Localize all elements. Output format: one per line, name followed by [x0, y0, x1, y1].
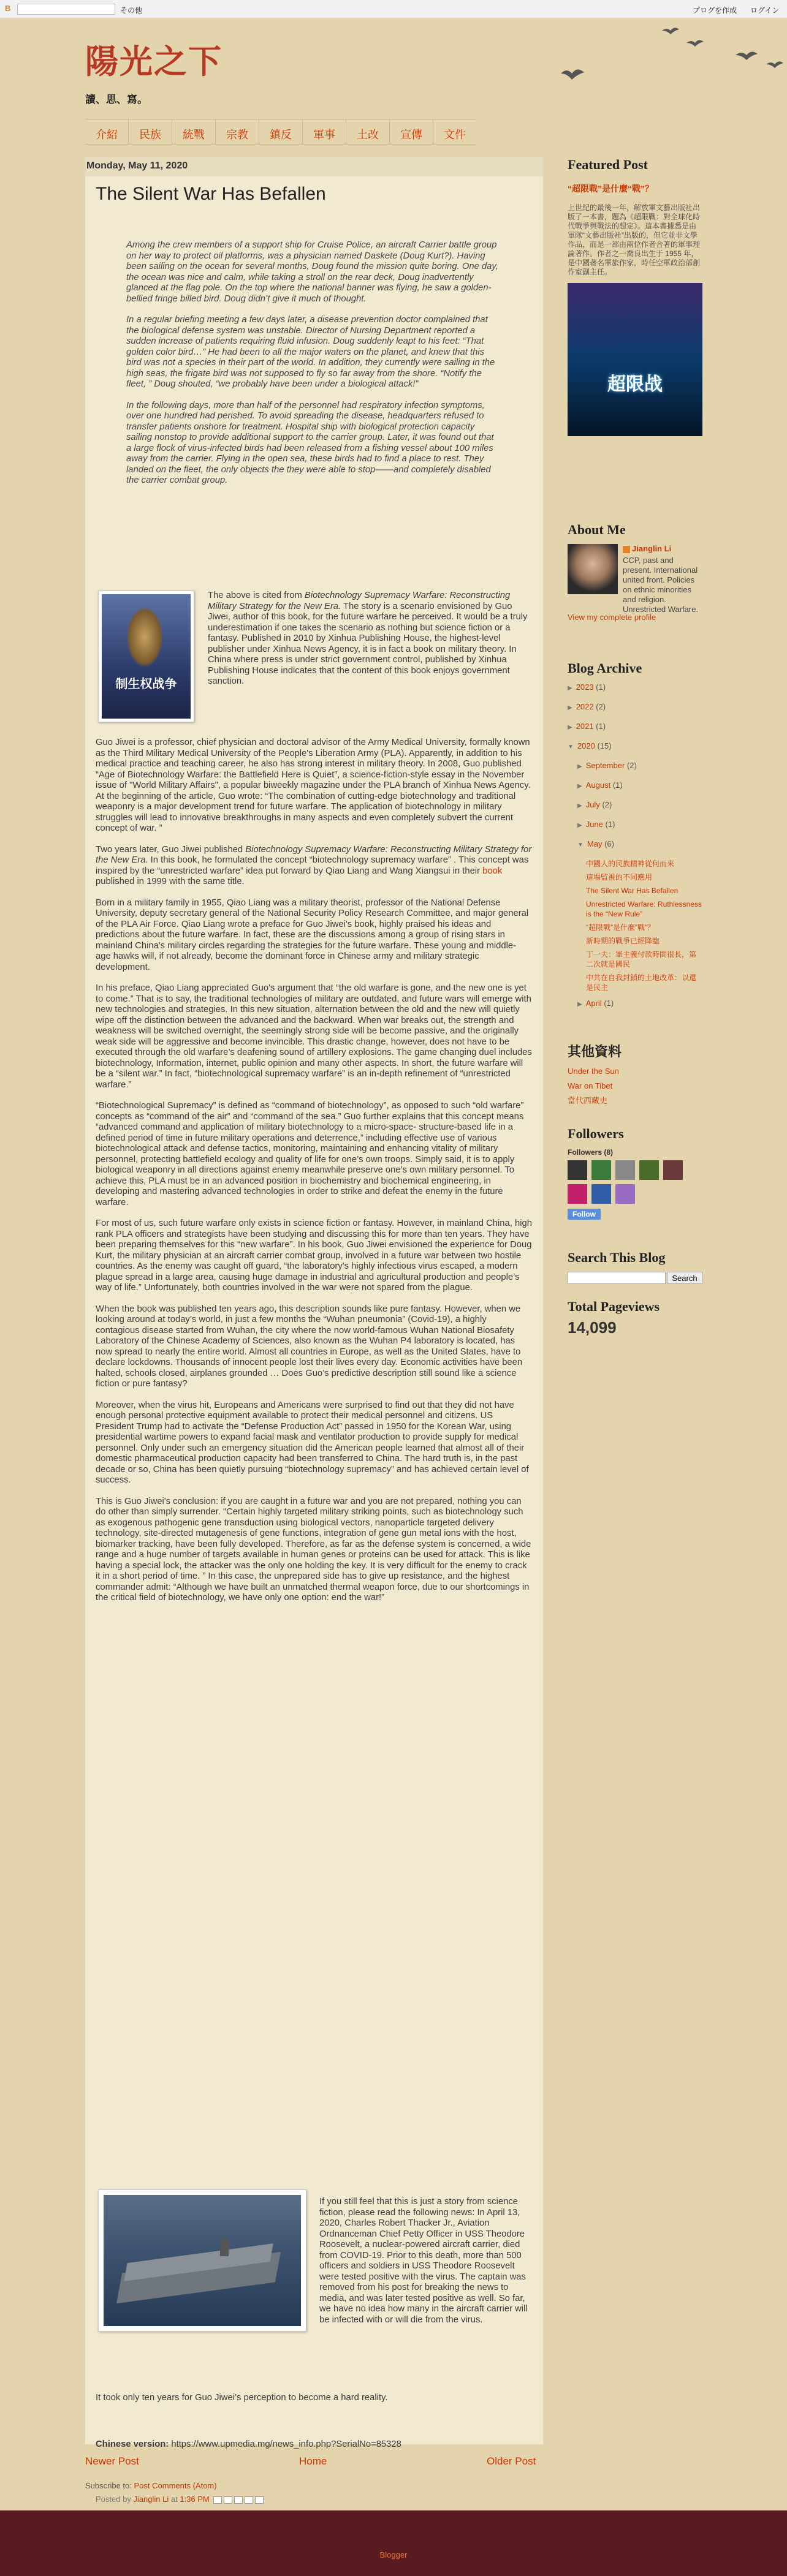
- follower-avatar[interactable]: [615, 1160, 635, 1180]
- page-footer: [0, 2510, 787, 2576]
- archive-post-link[interactable]: 新時期的戰爭已經降臨: [586, 937, 660, 945]
- blog-search-input[interactable]: [568, 1272, 666, 1284]
- quote-paragraph: In a regular briefing meeting a few days later, a disease prevention doctor complained that the biological defense system was unstable. Director of Nursing Department reported a sudden increase of patients requiring fluid infusion. Doug suddenly leapt to his feet: “That golden color bird…” He had been to all the major waters on the planet, and knew that this bird was not a species in their part of the world. In addition, they currently were sailing in the high seas, the frigate bird was not supposed to fly so far away from the shore. “Notify the fleet, ” Doug shouted, “we probably have been under a biological attack!”: [126, 315, 495, 389]
- tab-religion[interactable]: 宗教: [216, 119, 259, 144]
- link-under-the-sun[interactable]: Under the Sun: [568, 1067, 619, 1076]
- follower-avatar[interactable]: [568, 1184, 587, 1204]
- atom-feed-link[interactable]: Post Comments (Atom): [134, 2481, 217, 2490]
- followers-widget: [568, 1126, 702, 1220]
- author-link[interactable]: Jianglin Li: [133, 2495, 169, 2504]
- avatar[interactable]: [568, 544, 618, 594]
- create-blog-link[interactable]: ブログを作成: [693, 6, 737, 15]
- tab-documents[interactable]: 文件: [444, 129, 466, 141]
- view-profile-link[interactable]: View my complete profile: [568, 613, 656, 622]
- facebook-share-icon[interactable]: [245, 2496, 253, 2504]
- follower-avatar[interactable]: [615, 1184, 635, 1204]
- archive-year-2020[interactable]: ▼ 2020 (15): [568, 741, 612, 750]
- paragraph-11: If you still feel that this is just a story from science fiction, please read the following news: In April 13, 2020, Charles Robert Thacker Jr., Aviation Ordnanceman Chief Petty Officer in USS Theodore Roosevelt, a nuclear-powered aircraft carrier, died from COVID-19. Prior to this death, more than 500 officers and soldiers in USS Theodore Roosevelt were tested positive with the virus. The captain was removed from his post for breaking the news to media, and was later tested positive as well. So far, we have no idea how many in the aircraft carrier will be infected with or will die from the virus.: [319, 2197, 528, 2325]
- navbar-more-menu[interactable]: その他: [120, 6, 143, 15]
- blog-search-button[interactable]: Search: [667, 1272, 702, 1284]
- featured-post-widget: [568, 157, 702, 436]
- follower-avatar[interactable]: [568, 1160, 587, 1180]
- page-tabs: [85, 119, 476, 145]
- blog-description: 讀、思、寫。: [85, 94, 148, 105]
- blog-archive-heading: Blog Archive: [568, 660, 642, 676]
- quote-paragraph: Among the crew members of a support ship for Cruise Police, an aircraft Carrier battle group on her way to protect oil platforms, was a physician named Daskete (Doug Kurt?). Having been sailing on the ocean for several months, Doug found the mission quite boring. One day, the ocean was nice and calm, while taking a stroll on the rear deck, Doug inadvertently glanced at the flag pole. On the top where the national banner was flying, he saw a golden-bellied fringe billed bird. Doug didn’t give it much of thought.: [126, 240, 498, 304]
- home-link[interactable]: Home: [299, 2455, 327, 2467]
- other-links-heading: 其他資料: [568, 1044, 622, 1059]
- archive-month-september[interactable]: ▶ September (2): [577, 761, 637, 770]
- pageviews-heading: Total Pageviews: [568, 1299, 660, 1314]
- blog-this-icon[interactable]: [224, 2496, 232, 2504]
- search-widget: [568, 1250, 702, 1284]
- tab-land-reform[interactable]: 土改: [346, 119, 390, 144]
- paragraph-7: For most of us, such future warfare only exists in science fiction or fantasy. However, in mainland China, high rank PLA officers and strategists have been studying and discussing this for more than ten years. They have been preparing themselves for this “new warfare”. In his book, Guo Jiwei envisioned the experience for Doug Kurt, the military physician at an aircraft carrier combat group, involved in a future war between two hostile countries. As the enemy was caught off guard, “the laboratory's highly infectious virus escaped, a modern plague spread in a large area, causing huge damage in industrial and agricultural production and people’s way of life.” Unfortunately, both countries involved in the war were not spared from the plague.: [96, 1218, 532, 1293]
- chinese-version-line: [96, 2439, 532, 2450]
- featured-post-title[interactable]: “超限戰”是什麼“戰”？: [568, 184, 653, 194]
- book-cover-title: 制生权战争: [115, 676, 177, 691]
- closing-paragraph: [96, 2393, 532, 2414]
- archive-month-june[interactable]: ▶ June (1): [577, 820, 615, 829]
- paragraph-3: Two years later, Guo Jiwei published Biotechnology Supremacy Warfare: Reconstructing Military Strategy for the New Era. In this book, he formulated the concept “biotechnology supremacy warfare” . This concept was inspired by the “unrestricted warfare” idea put forward by Qiao Liang and Wang Xiangsui in their book published in 1999 with the same title.: [96, 844, 532, 886]
- post-title[interactable]: The Silent War Has Befallen: [96, 184, 326, 204]
- link-war-on-tibet[interactable]: War on Tibet: [568, 1081, 613, 1090]
- date-header: Monday, May 11, 2020: [85, 157, 543, 176]
- follower-avatar[interactable]: [591, 1160, 611, 1180]
- blogger-link[interactable]: Blogger: [379, 2550, 408, 2559]
- email-icon[interactable]: [213, 2496, 222, 2504]
- subscribe-line: Subscribe to: Post Comments (Atom): [85, 2481, 217, 2490]
- link-contemporary-tibet[interactable]: 當代西藏史: [568, 1096, 608, 1105]
- archive-post-link[interactable]: 這場監視的不同應用: [586, 873, 653, 882]
- pageviews-widget: [568, 1299, 702, 1337]
- search-heading: Search This Blog: [568, 1250, 666, 1265]
- blog-archive-widget: [568, 660, 702, 1018]
- archive-month-august[interactable]: ▶ August (1): [577, 780, 623, 790]
- archive-month-april[interactable]: ▶ April (1): [577, 999, 614, 1008]
- twitter-share-icon[interactable]: [234, 2496, 243, 2504]
- paragraph-8: When the book was published ten years ago, this description sounds like pure fantasy. However, when we looking around at today’s world, in just a few months the “Wuhan pneumonia” (Covid-19), a highly contagious disease started from Wuhan, the city where the now world-famous Wuhan National Biosafety Laboratory of the Chinese Academy of Sciences, also known as the Wuhan P4 laboratory is located, has now spread to nearly the entire world. Almost all countries in Europe, as well as the United States, have to declare lockdowns. Thousands of innocent people lost their lives every day. Economic activities have been halted, schools closed, airplanes grounded … Does Guo’s predictive description still sound like a science fiction or pure fantasy?: [96, 1304, 523, 1389]
- login-link[interactable]: ログイン: [750, 6, 780, 15]
- newer-post-link[interactable]: Newer Post: [85, 2455, 139, 2467]
- quote-block: [126, 240, 500, 497]
- chinese-version-url: https://www.upmedia.mg/news_info.php?SerialNo=85328: [169, 2439, 401, 2449]
- navbar-search-input[interactable]: [17, 4, 115, 15]
- archive-post-link[interactable]: “超限戰”是什麼“戰”？: [586, 923, 655, 932]
- paragraph-4: Born in a military family in 1955, Qiao Liang was a military theorist, professor of the National Defense University, deputy secretary general of the National Security Policy Research Committee, and major general of the PLA Air Force. Qiao Liang wrote a preface for Guo Jiwei's book, highly praised his ideas and predictions about the future warfare. In fact, these are the discussions among a group of rising stars in mainland China's military circles regarding the strategies for the future warfare. These young and middle- age hawks will, if not already, become the dominant force in Chinese army and military strategic development.: [96, 897, 529, 972]
- follower-avatar[interactable]: [639, 1160, 659, 1180]
- blogger-logo-icon[interactable]: B: [5, 4, 11, 13]
- archive-post-link[interactable]: 中國人的民族精神從何而來: [586, 859, 675, 868]
- followers-heading: Followers: [568, 1126, 624, 1141]
- archive-post-link[interactable]: 丁一夫：軍主義付款時間很長，第二次就是國民: [586, 950, 697, 969]
- tab-ethnicity[interactable]: 民族: [129, 119, 172, 144]
- archive-post-link[interactable]: Unrestricted Warfare: Ruthlessness is the “New Rule”: [586, 900, 702, 918]
- archive-month-may[interactable]: ▼ May (6): [577, 839, 614, 848]
- tab-intro[interactable]: 介紹: [85, 119, 129, 144]
- paragraph-10: This is Guo Jiwei's conclusion: if you are caught in a future war and you are not prepared, nothing you can do other than simply surrender. “Certain highly targeted military striking points, such as biotechnology such as exogenous pathogenic gene transduction using biological vectors, nanoparticle targeted delivery technology, site-directed mutagenesis of gene functions, integration of gene gun metal ions with the host, biomarker tracking, have been fully developed. Therefore, as far as the defense system is concerned, a wide range and a huge number of targets available in human genes or proteins can be used for attack. This is like having a special lock, the attacker was the only one holding the key. It is very difficult for the enemy to crack it in a short period of time. ” In this case, the unprepared side has to give up resistance, and the highest commander admit: “Although we have built an unmatched thermal weapon force, due to our shortcomings in the critical field of biotechnology, we have only one option: end the war!”: [96, 1496, 531, 1603]
- follower-avatar[interactable]: [663, 1160, 683, 1180]
- post-footer: Posted by Jianglin Li at 1:36 PM: [96, 2495, 264, 2504]
- about-me-heading: About Me: [568, 522, 626, 537]
- quote-paragraph: In the following days, more than half of the personnel had respiratory infection symptoms, over one hundred had perished. To avoid spreading the disease, headquarters refused to transfer patients onshore for treatment. Hospital ship with biological protection capacity sailing nonstop to provide additional support to the carrier group. Later, it was found out that a large flock of virus-infected birds had been released from a fishing vessel about 100 miles away from the carrier. Flying in the open sea, these birds had to find a place to rest. They landed on the fleet, the only objects the they were able to stop——and completely disabled the carrier combat group.: [126, 400, 494, 485]
- featured-post-snippet: 上世紀的最後一年，解放軍文藝出版社出版了一本書，題為《超限戰：對全球化時代戰爭與戰法的想定》。這本書據悉是由軍隊“文藝出版社”出版的，但它並非文學作品，而是一部由兩位作者合著的軍事理論著作。作者之一喬良出生于 1955 年，是中國著名軍旅作家，時任空軍政治部創作室副主任。: [568, 203, 701, 276]
- paragraph-2: Guo Jiwei is a professor, chief physician and doctoral advisor of the Army Medical University, formally known as the Third Military Medical University of the People's Liberation Army (PLA). Apparently, in addition to his medical practice and teaching career, he also has strong interest in military theory. In 2008, Guo published “Age of Biotechnology Warfare: the Battlefield Here is Quiet”, a science-fiction-style essay in the November issue of "World Military Affairs", a popular biweekly magazine under the PLA branch of Xinhua News Agency. At the beginning of the article, Guo wrote: “The combination of cutting-edge biotechnology and traditional weaponry is a major development trend for future warfare. The application of biotechnology in military struggles will lead to innovative breakthroughs in many aspects and even completely subvert the current concept of war. ”: [96, 738, 531, 833]
- post-time-link[interactable]: 1:36 PM: [180, 2495, 210, 2504]
- paragraph-11-start: [319, 2197, 532, 2336]
- followers-count: Followers (8): [568, 1148, 614, 1157]
- aircraft-carrier-image[interactable]: [98, 2189, 306, 2332]
- follower-avatar[interactable]: [591, 1184, 611, 1204]
- archive-year-2022[interactable]: ▶ 2022 (2): [568, 702, 606, 711]
- about-me-widget: [568, 522, 702, 622]
- archive-month-july[interactable]: ▶ July (2): [577, 800, 612, 809]
- paragraph-9: Moreover, when the virus hit, Europeans and Americans were surprised to find out that they did not have enough personal protective equipment available to protect their medical personnel and citizens. US President Trump had to activate the “Defense Production Act” passed in 1950 for the Korean War, using presidential wartime powers to expand facial mask and ventilator production to provide supply for medical personnel. Only under such an emergency situation did the American people learned that almost all of their domestic pharmaceutical production capacity had been transferred to China. The hard truth is, in the past decade or so, China has been quietly pursuing “biotechnology supremacy” and has achieved certain level of success.: [96, 1400, 529, 1485]
- archive-post-link[interactable]: 中共在自我封鎖的土地改革：以還是民主: [586, 973, 697, 992]
- blogger-navbar: [0, 0, 787, 18]
- pageviews-count: 14,099: [568, 1318, 617, 1337]
- book-cover-image[interactable]: [98, 591, 194, 722]
- profile-name-link[interactable]: Jianglin Li: [632, 544, 672, 553]
- article-body: [96, 738, 532, 1614]
- tab-propaganda[interactable]: 宣傳: [390, 119, 433, 144]
- birds-decoration-icon: [552, 18, 787, 86]
- tab-suppression[interactable]: 鎮反: [259, 119, 303, 144]
- book-link[interactable]: book: [482, 866, 503, 876]
- archive-year-2023[interactable]: ▶ 2023 (1): [568, 682, 606, 692]
- chinese-version-label: Chinese version:: [96, 2439, 169, 2449]
- featured-post-image[interactable]: [568, 283, 702, 436]
- follow-button[interactable]: Follow: [568, 1209, 601, 1220]
- featured-post-heading: Featured Post: [568, 157, 648, 172]
- blogger-profile-icon: [623, 546, 630, 553]
- paragraph-5: In his preface, Qiao Liang appreciated Guo's argument that “the old warfare is gone, and the new one is yet to come.” That is to say, the traditional technologies of military are outdated, and future wars will emerge with new technologies and strategies. In this new situation, alternation between the old and the new will quietly wipe off the distinction between the advanced and the backward. When war breaks out, the strength and weakness will be switched overnight, the seemingly strong side will be become passive, and the originally weak side will be aggressive and become invincible. This drastic change, however, does not have to be executed through the old warfare’s deafening sound of artillery explosions. The game changing duel includes biotechnology, Information, internet, public opinion and many other aspects. In short, the future warfare will be a “silent war.” In fact, “biotechnological supremacy warfare” is an in-depth refinement of “unrestricted warfare.”: [96, 983, 532, 1090]
- paragraph-1: The above is cited from Biotechnology Supremacy Warfare: Reconstructing Military Strategy for the New Era. The story is a scenario envisioned by Guo Jiwei, author of this book, for the future warfare he perceived. It would be a truly underestimation if one takes the scenario as nothing but science fiction or a fantasy. Published in 2010 by Xinhua Publishing House, the highest-level publisher under Xinhua News Agency, it is in fact a book on military theory. In China where press is under strict government control, published by Xinhua Publishing House indicates that the content of this book enjoys government sanction.: [208, 591, 528, 686]
- tab-united-front[interactable]: 統戰: [172, 119, 216, 144]
- paragraph-12: It took only ten years for Guo Jiwei’s perception to become a hard reality.: [96, 2393, 388, 2403]
- older-post-link[interactable]: Older Post: [487, 2455, 536, 2467]
- tab-military[interactable]: 軍事: [303, 119, 346, 144]
- pinterest-share-icon[interactable]: [255, 2496, 264, 2504]
- other-links-widget: [568, 1041, 702, 1111]
- archive-post-link[interactable]: The Silent War Has Befallen: [586, 886, 679, 895]
- featured-cover-title: 超限战: [607, 374, 663, 395]
- paragraph-6: “Biotechnological Supremacy” is defined as “command of biotechnology”, as opposed to such “old warfare” concepts as “command of the air” and “command of the sea.” Guo further explains that this concept means “advanced command and application of military biotechnology to a micro-space- structure-based life in a defined period of time in future military operations and deterrence,” including effective use of various biotechnological attack and defense tactics, monitoring, maintaining and enhancing vitality of military personnel, protecting battlefield ecology and quality of life for one’s own troops. Simply said, it is to apply biological weaponry in all directions against enemy meanwhile preserve one’s own military personnel. To achieve this, PLA must be in an advanced position in biochemistry and biochemical engineering, in developing and mastering advanced technologies in order to strike and defeat the enemy in the future warfare.: [96, 1101, 524, 1207]
- archive-year-2021[interactable]: ▶ 2021 (1): [568, 722, 606, 731]
- blog-title[interactable]: 陽光之下: [85, 42, 222, 81]
- about-me-text: CCP, past and present. International united front. Policies on ethnic minorities and religion. Unrestricted Warfare.: [623, 556, 699, 614]
